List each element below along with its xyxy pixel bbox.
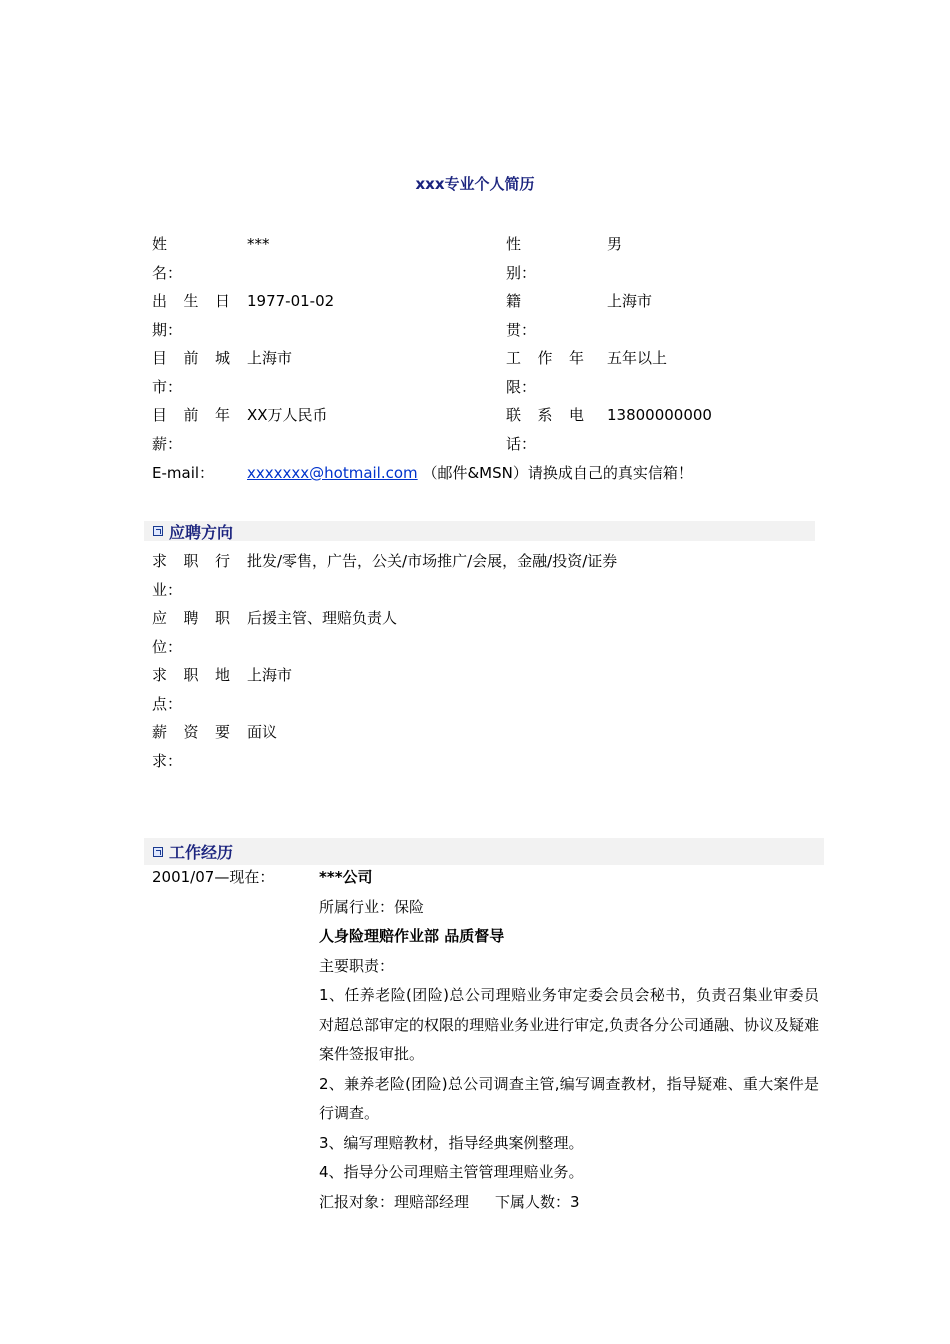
field-value-industry: 批发/零售，广告，公关/市场推广/会展，金融/投资/证券 bbox=[247, 552, 618, 570]
field-value-city: 上海市 bbox=[247, 349, 293, 367]
info-row bbox=[152, 344, 832, 401]
work-date-range: 2001/07—现在： bbox=[152, 868, 275, 886]
info-row bbox=[152, 287, 832, 344]
field-label: 性 别： bbox=[506, 235, 537, 282]
section-header-job-intention bbox=[144, 521, 815, 541]
info-row bbox=[152, 230, 832, 287]
industry-line: 所属行业：保险 bbox=[319, 897, 425, 916]
report-to: 汇报对象：理赔部经理 bbox=[319, 1192, 470, 1211]
duty-item: 2、兼养老险(团险)总公司调查主管,编写调查教材，指导疑难、重大案件是行调查。 bbox=[319, 1074, 819, 1122]
section-header-work-experience bbox=[144, 838, 824, 865]
duty-item: 4、指导分公司理赔主管管理理赔业务。 bbox=[319, 1163, 584, 1181]
field-label: 出 生 日 期： bbox=[152, 292, 230, 339]
field-value-experience: 五年以上 bbox=[607, 349, 668, 367]
field-label: 籍 贯： bbox=[506, 292, 537, 339]
duty-item: 3、编写理赔教材，指导经典案例整理。 bbox=[319, 1133, 584, 1152]
email-label: E-mail： bbox=[152, 464, 215, 482]
report-line bbox=[319, 1188, 819, 1218]
info-row bbox=[152, 401, 832, 458]
field-value-phone: 13800000000 bbox=[607, 406, 712, 424]
field-label: 目 前 年 薪： bbox=[152, 406, 230, 453]
info-row bbox=[152, 547, 832, 604]
field-value-salary-requirement: 面议 bbox=[247, 723, 278, 741]
email-link[interactable]: xxxxxxx@hotmail.com bbox=[247, 464, 418, 482]
field-label: 求 职 行 业： bbox=[152, 552, 230, 599]
field-value-salary: XX万人民币 bbox=[247, 406, 328, 424]
field-label: 工 作 年 限： bbox=[506, 349, 584, 396]
field-value-position: 后援主管、理赔负责人 bbox=[247, 609, 398, 627]
field-label: 应 聘 职 位： bbox=[152, 609, 230, 656]
duties-label: 主要职责： bbox=[319, 956, 395, 975]
email-row bbox=[152, 459, 693, 488]
field-label: 姓 名： bbox=[152, 235, 183, 282]
info-row bbox=[152, 718, 832, 775]
field-label: 目 前 城 市： bbox=[152, 349, 230, 396]
field-value-name: *** bbox=[247, 235, 270, 253]
field-value-birthdate: 1977-01-02 bbox=[247, 292, 335, 310]
subordinate-count: 下属人数：3 bbox=[495, 1192, 580, 1211]
company-name: ***公司 bbox=[319, 868, 373, 886]
field-label: 薪 资 要 求： bbox=[152, 723, 230, 770]
field-label: 求 职 地 点： bbox=[152, 666, 230, 713]
info-row bbox=[152, 604, 832, 661]
job-intention-list bbox=[152, 547, 832, 775]
field-label: 联 系 电 话： bbox=[506, 406, 584, 453]
section-title: 应聘方向 bbox=[169, 522, 234, 542]
email-note: （邮件&MSN）请换成自己的真实信箱！ bbox=[422, 464, 693, 482]
personal-info bbox=[152, 230, 832, 458]
section-arrow-icon bbox=[153, 526, 163, 536]
field-value-hometown: 上海市 bbox=[607, 292, 653, 310]
work-detail bbox=[319, 863, 819, 1217]
section-arrow-icon bbox=[153, 847, 163, 857]
field-value-gender: 男 bbox=[607, 235, 623, 253]
section-title: 工作经历 bbox=[169, 843, 234, 862]
page-title: xxx专业个人简历 bbox=[415, 175, 535, 193]
field-value-location: 上海市 bbox=[247, 666, 293, 684]
department-line: 人身险理赔作业部 品质督导 bbox=[319, 927, 505, 945]
info-row bbox=[152, 661, 832, 718]
duty-item: 1、任养老险(团险)总公司理赔业务审定委会员会秘书，负责召集业审委员对超总部审定的权限的理赔业务业进行审定,负责各分公司通融、协议及疑难案件签报审批。 bbox=[319, 986, 819, 1063]
